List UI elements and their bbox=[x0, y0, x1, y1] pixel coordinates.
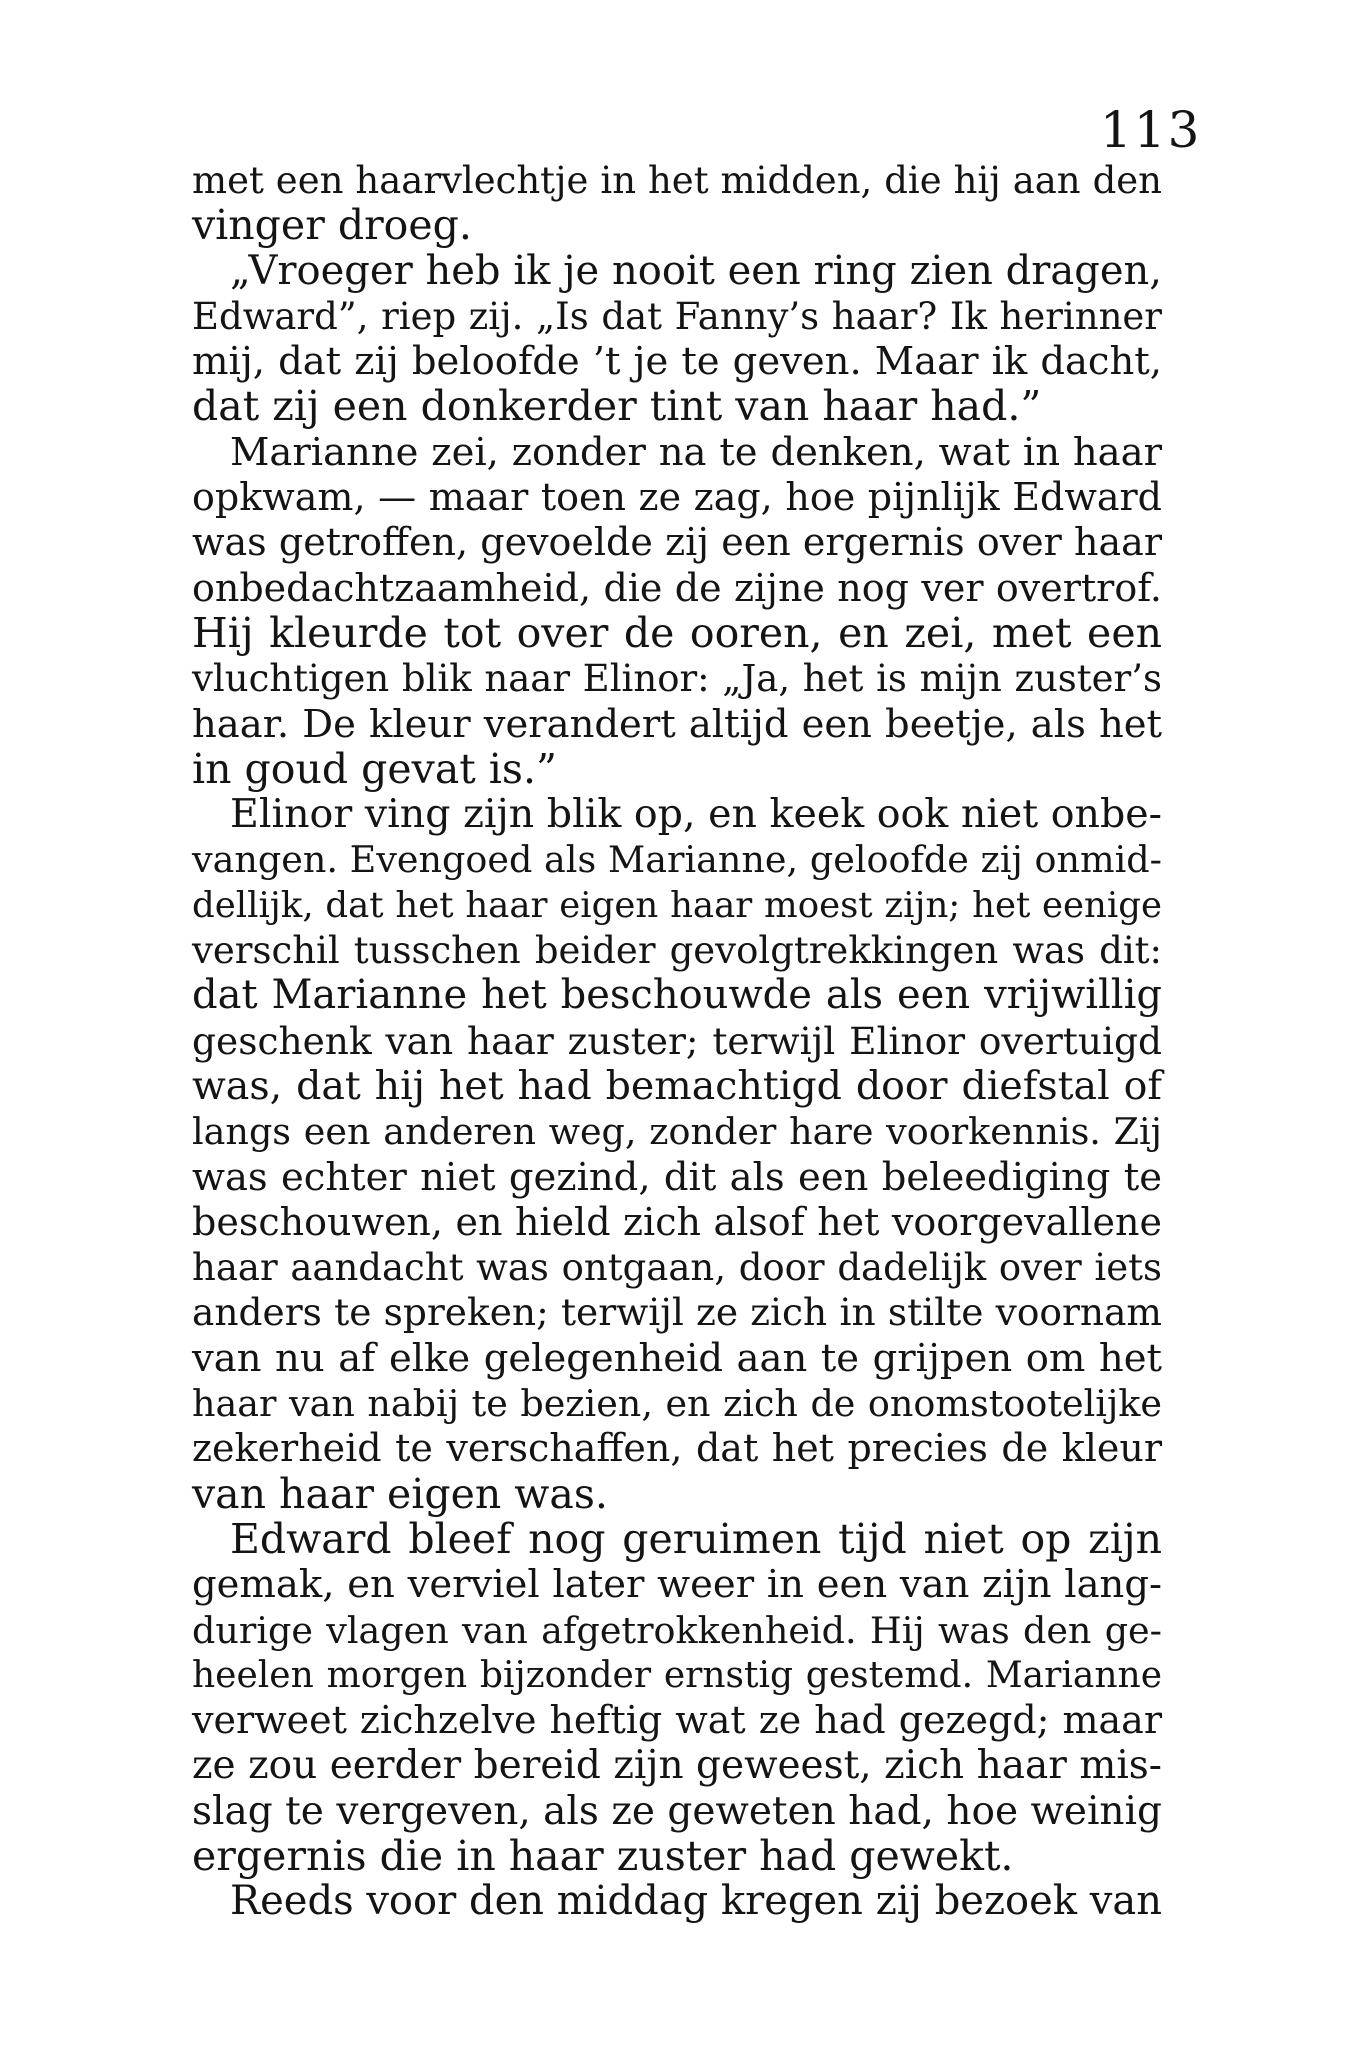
text-line: durige vlagen van afgetrokkenheid. Hij was den ge- bbox=[192, 1608, 1162, 1652]
text-line: geschenk van haar zuster; terwijl Elinor overtuigd bbox=[192, 1018, 1162, 1063]
text-line: Hij kleurde tot over de ooren, en zei, met een bbox=[192, 608, 1162, 657]
text-line: van haar eigen was. bbox=[192, 1469, 608, 1518]
text-line: anders te spreken; terwijl ze zich in stilte voornam bbox=[192, 1290, 1162, 1335]
text-line: slag te vergeven, als ze geweten had, hoe weinig bbox=[192, 1788, 1162, 1834]
text-line: was echter niet gezind, dit als een beleediging te bbox=[192, 1154, 1162, 1200]
text-line: Edward”, riep zij. „Is dat Fanny’s haar? Ik herinner bbox=[192, 294, 1162, 338]
text-line: vluchtigen blik naar Elinor: „Ja, het is mijn zuster’s bbox=[192, 657, 1162, 701]
text-line: dat zij een donkerder tint van haar had.” bbox=[192, 382, 1042, 431]
text-line: Marianne zei, zonder na te denken, wat in haar bbox=[230, 429, 1162, 475]
text-line: gemak, en verviel later weer in een van zijn lang- bbox=[192, 1562, 1162, 1608]
text-line: Elinor ving zijn blik op, en keek ook niet onbe- bbox=[230, 791, 1162, 838]
text-line: ergernis die in haar zuster had gewekt. bbox=[192, 1831, 1014, 1880]
text-line: in goud gevat is.” bbox=[192, 744, 557, 793]
text-line: vangen. Evengoed als Marianne, geloofde zij onmid- bbox=[192, 838, 1162, 882]
text-line: haar van nabij te bezien, en zich de onomstootelijke bbox=[192, 1382, 1162, 1426]
text-line: van nu af elke gelegenheid aan te grijpen om het bbox=[192, 1335, 1162, 1381]
text-line: langs een anderen weg, zonder hare voorkennis. Zij bbox=[192, 1110, 1162, 1154]
text-line: was getroffen, gevoelde zij een ergernis over haar bbox=[192, 520, 1162, 565]
text-line: Edward bleef nog geruimen tijd niet op zijn bbox=[230, 1514, 1162, 1563]
text-line: zekerheid te verschaffen, dat het precies de kleur bbox=[192, 1426, 1162, 1471]
text-line: Reeds voor den middag kregen zij bezoek van bbox=[230, 1878, 1162, 1925]
body-text bbox=[192, 158, 1162, 1925]
text-line: dellijk, dat het haar eigen haar moest zijn; het eenige bbox=[192, 884, 1162, 926]
text-line: haar aandacht was ontgaan, door dadelijk over iets bbox=[192, 1246, 1162, 1290]
text-line: heelen morgen bijzonder ernstig gestemd. Marianne bbox=[192, 1654, 1162, 1696]
page-number: 113 bbox=[1100, 101, 1202, 159]
text-line: met een haarvlechtje in het midden, die hij aan den bbox=[192, 159, 1162, 202]
text-line: „Vroeger heb ik je nooit een ring zien dragen, bbox=[230, 247, 1162, 294]
text-line: verschil tusschen beider gevolgtrekkingen was dit: bbox=[192, 929, 1162, 973]
text-line: vinger droeg. bbox=[192, 201, 472, 250]
text-line: opkwam, — maar toen ze zag, hoe pijnlijk Edward bbox=[192, 475, 1162, 520]
text-line: ze zou eerder bereid zijn geweest, zich haar mis- bbox=[192, 1743, 1162, 1789]
text-line: mij, dat zij beloofde ’t je te geven. Maar ik dacht, bbox=[192, 339, 1162, 385]
text-line: beschouwen, en hield zich alsof het voorgevallene bbox=[192, 1199, 1162, 1244]
text-line: haar. De kleur verandert altijd een beetje, als het bbox=[192, 701, 1162, 747]
text-line: onbedachtzaamheid, die de zijne nog ver overtrof. bbox=[192, 565, 1162, 610]
text-line: was, dat hij het had bemachtigd door diefstal of bbox=[192, 1062, 1162, 1109]
text-line: dat Marianne het beschouwde als een vrijwillig bbox=[192, 972, 1162, 1019]
text-line: verweet zichzelve heftig wat ze had gezegd; maar bbox=[192, 1698, 1162, 1743]
